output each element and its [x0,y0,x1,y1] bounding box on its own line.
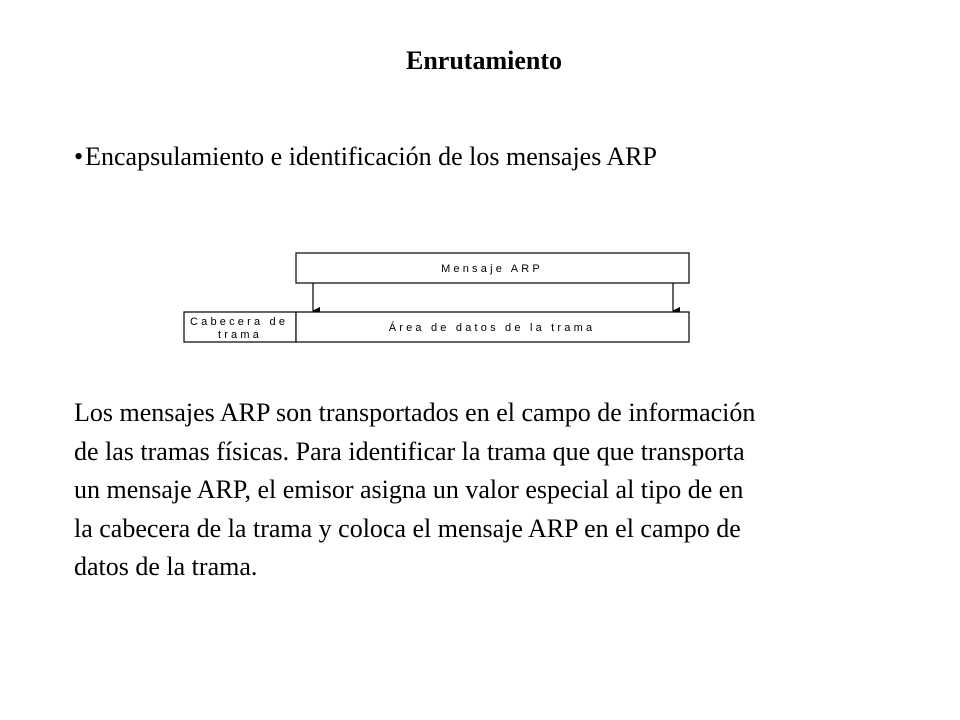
slide-title: Enrutamiento [406,46,562,75]
arp-message-label: Mensaje ARP [441,263,543,275]
paragraph-line: de las tramas físicas. Para identificar la trama que que transporta [74,436,745,466]
frame-header-label-line2: trama [217,329,263,341]
paragraph-line: un mensaje ARP, el emisor asigna un valor especial al tipo de en [74,475,744,504]
paragraph-line: Los mensajes ARP son transportados en el campo de información [74,398,756,427]
frame-data-label: Área de datos de la trama [388,322,596,334]
bullet-icon: • [74,142,84,171]
paragraph-line: datos de la trama. [74,552,258,581]
bullet-text: Encapsulamiento e identificación de los mensajes ARP [85,142,657,171]
paragraph-line: la cabecera de la trama y coloca el mensaje ARP en el campo de [74,513,741,543]
frame-header-label-line1: Cabecera de [190,316,289,328]
description-paragraph [74,394,924,587]
